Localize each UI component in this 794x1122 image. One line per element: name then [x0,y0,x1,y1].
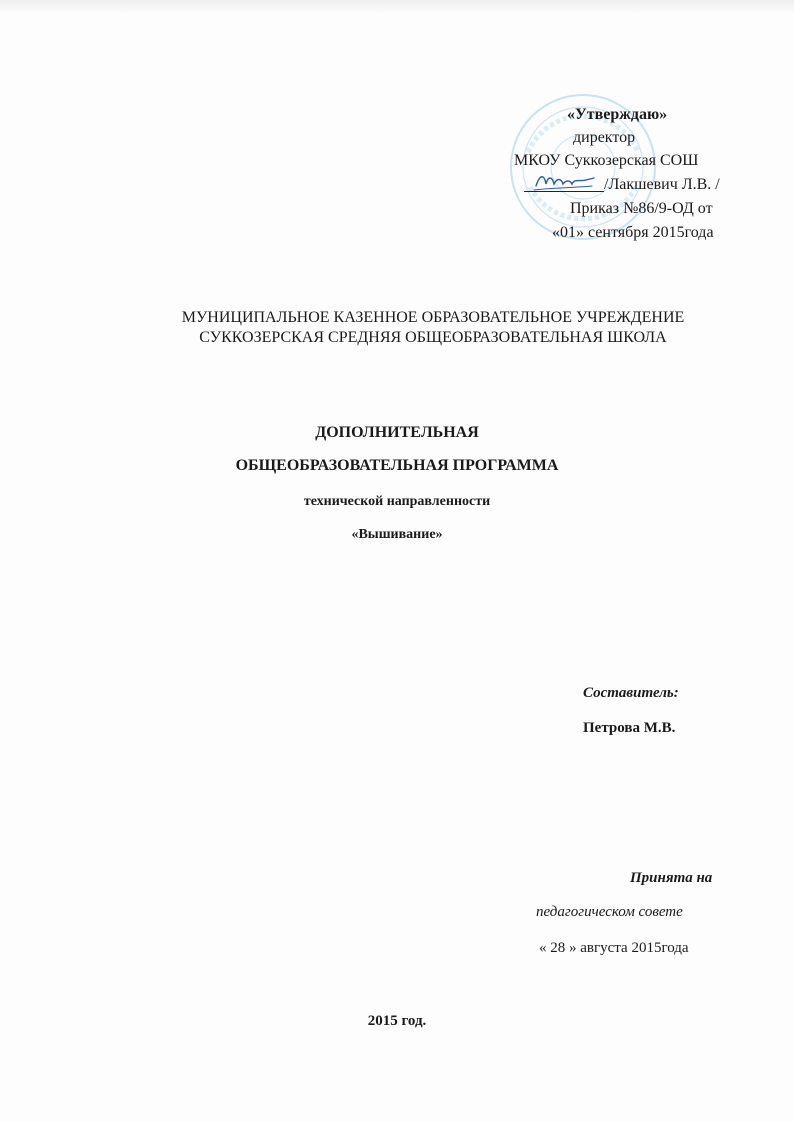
compiler-label: Составитель: [583,685,679,701]
approval-order: Приказ №86/9-ОД от [570,200,713,217]
approval-title: «Утверждаю» [567,106,668,123]
institution-line-2: СУККОЗЕРСКАЯ СРЕДНЯЯ ОБЩЕОБРАЗОВАТЕЛЬНАЯ ШКОЛА [199,329,667,346]
accepted-date: « 28 » августа 2015года [539,940,689,956]
accepted-line-1: Принята на [630,870,713,886]
handwritten-signature [530,168,600,194]
approval-school: МКОУ Суккозерская СОШ [514,152,699,169]
program-name: «Вышивание» [351,527,443,542]
scan-edge [0,0,794,14]
approval-position: директор [573,129,636,146]
accepted-line-2: педагогическом совете [536,904,683,920]
compiler-name: Петрова М.В. [583,720,676,736]
approval-signatory: /Лакшевич Л.В. / [604,176,720,193]
document-year: 2015 год. [367,1013,427,1029]
program-title-line-1: ДОПОЛНИТЕЛЬНАЯ [315,424,479,441]
approval-date: «01» сентября 2015года [552,224,714,241]
program-direction: технической направленности [303,494,491,509]
program-title-line-2: ОБЩЕОБРАЗОВАТЕЛЬНАЯ ПРОГРАММА [235,457,559,474]
institution-line-1: МУНИЦИПАЛЬНОЕ КАЗЕННОЕ ОБРАЗОВАТЕЛЬНОЕ УЧРЕЖДЕНИЕ [181,309,685,326]
